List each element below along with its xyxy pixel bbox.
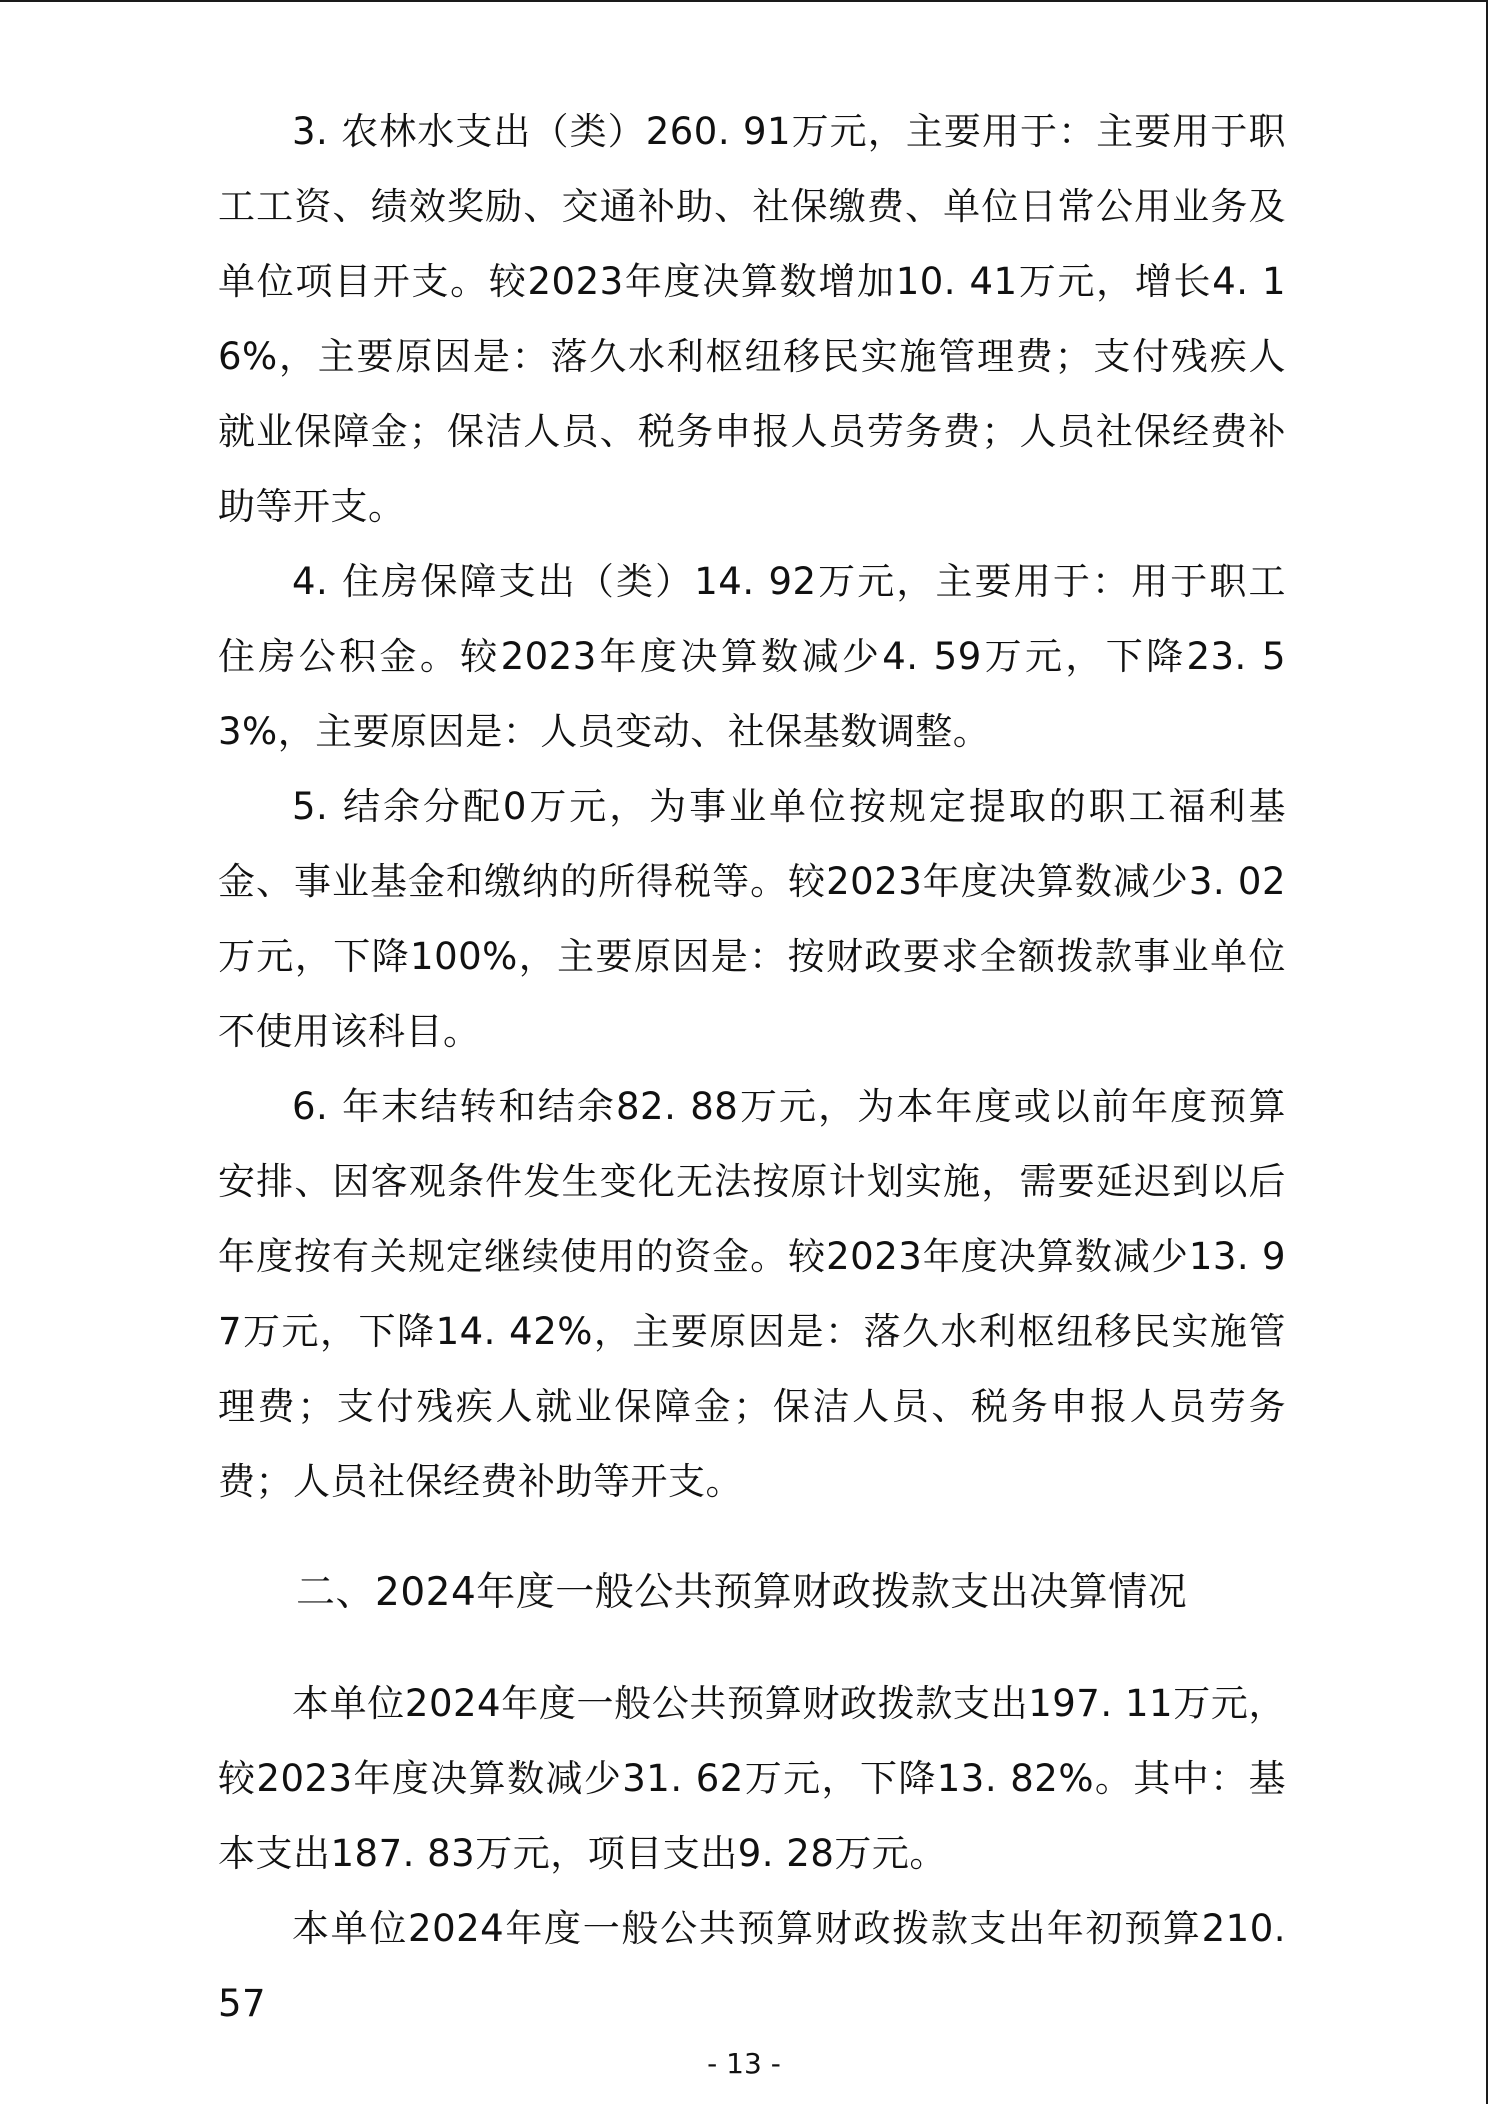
paragraph-housing-security: 4. 住房保障支出（类）14. 92万元，主要用于：用于职工住房公积金。较2023年度决算数减少4. 59万元，下降23. 53%，主要原因是：人员变动、社保基数调整。 bbox=[218, 560, 1286, 753]
paragraph-surplus-distribution: 5. 结余分配0万元，为事业单位按规定提取的职工福利基金、事业基金和缴纳的所得税等。较2023年度决算数减少3. 02万元，下降100%，主要原因是：按财政要求全额拨款事业单位不使用该科目。 bbox=[218, 785, 1286, 1053]
paragraph-initial-budget: 本单位2024年度一般公共预算财政拨款支出年初预算210. 57 bbox=[218, 1907, 1286, 2025]
section-heading: 二、2024年度一般公共预算财政拨款支出决算情况 bbox=[296, 1570, 1188, 1615]
paragraph-year-end-carryover: 6. 年末结转和结余82. 88万元，为本年度或以前年度预算安排、因客观条件发生变化无法按原计划实施，需要延迟到以后年度按有关规定继续使用的资金。较2023年度决算数减少13. 97万元，下降14. 42%，主要原因是：落久水利枢纽移民实施管理费；支付残疾人就业保障金；保洁人员、税务申报人员劳务费；人员社保经费补助等开支。 bbox=[218, 1085, 1286, 1503]
paragraph-general-budget-expenditure: 本单位2024年度一般公共预算财政拨款支出197. 11万元，较2023年度决算数减少31. 62万元，下降13. 82%。其中：基本支出187. 83万元，项目支出9. 28万元。 bbox=[218, 1682, 1286, 1875]
paragraph-agriculture-forestry-water: 3. 农林水支出（类）260. 91万元，主要用于：主要用于职工工资、绩效奖励、交通补助、社保缴费、单位日常公用业务及单位项目开支。较2023年度决算数增加10. 41万元，增长4. 16%，主要原因是：落久水利枢纽移民实施管理费；支付残疾人就业保障金；保洁人员、税务申报人员劳务费；人员社保经费补助等开支。 bbox=[218, 110, 1286, 528]
document-body bbox=[218, 94, 1286, 2041]
page-number: - 13 - bbox=[707, 2047, 781, 2080]
